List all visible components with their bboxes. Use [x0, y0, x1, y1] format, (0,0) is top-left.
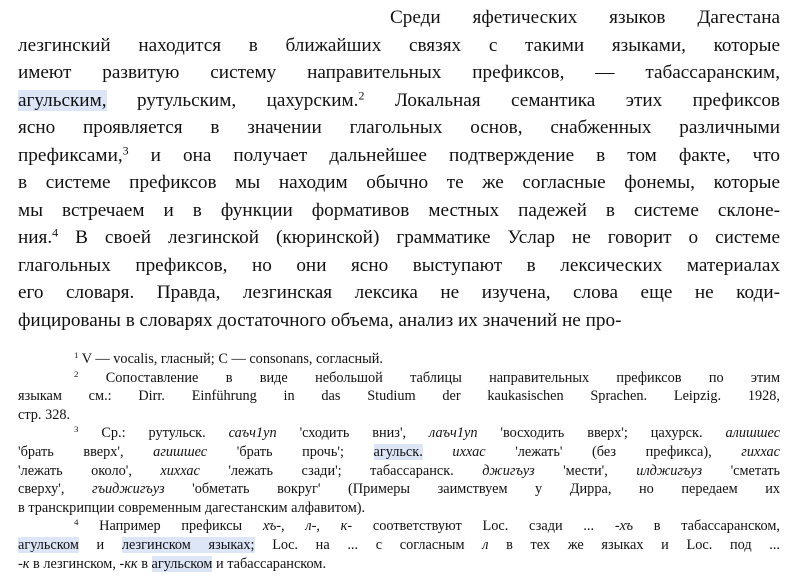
highlighted-word: агульском [151, 555, 213, 572]
highlighted-word: агульским, [18, 89, 107, 111]
footnote-3-line-4 [18, 480, 780, 499]
gloss: 'брать вверх', [18, 443, 124, 460]
example-word: лаъч1уп [429, 425, 478, 442]
footnote-2-line-3: стр. 328. [18, 406, 71, 423]
text-line-7: в системе префиксов мы находим обычно те же согласные фонемы, которые [18, 172, 780, 193]
example-word: -кк [119, 555, 138, 572]
text-line-10: глагольных префиксов, но они ясно выступают в лексических материалах [18, 254, 780, 276]
text-line-9: ния.$^4$ В своей лезгинской (кюринской) грамматике Услар не говорит о системе [18, 225, 780, 248]
text-line-1: Среди яфетических языков Дагестана [390, 7, 780, 28]
footnote-text: Сопоставление в виде небольшой таблицы направительных префиксов по этим [105, 369, 781, 386]
footnote-ref-2[interactable]: 2 [358, 87, 365, 102]
fn-text: соответствуют Loc. сзади ... [372, 518, 595, 535]
footnote-ref-4[interactable]: 4 [52, 225, 59, 240]
main-text [18, 4, 780, 334]
footnote-number: 4 [74, 517, 79, 528]
gloss: 'лежать около', [18, 462, 132, 479]
example-word: иххас [452, 443, 486, 460]
footnote-4-line-2 [18, 536, 780, 555]
text-line-11: его словаря. Правда, лезгинская лексика не изучена, слова еще не коди- [18, 282, 780, 303]
fn-text: Ср.: рутульск. [101, 425, 206, 442]
example-word: хъ-, л-, к- [262, 518, 353, 535]
footnote-2-line-2: языкам см.: Dirr. Einführung in das Studium der kaukasischen Sprachen. Leipzig. 1928, [18, 388, 780, 405]
gloss: 'сходить вниз', [299, 425, 407, 442]
fn-text: и [96, 536, 105, 553]
footnote-3-line-5: в транскрипции современным дагестанским алфавитом). [18, 499, 366, 516]
gloss: 'лежать сзади'; табассаранск. [228, 462, 454, 479]
footnote-2-line-1 [18, 369, 780, 388]
gloss: 'мести', [563, 462, 608, 479]
footnote-number: 3 [74, 424, 79, 435]
fn-text: в [141, 555, 148, 572]
text-line-3: имеют развитую систему направительных префиксов, — табассаранским, [18, 62, 780, 83]
gloss: 'лежать' (без префикса), [515, 443, 712, 460]
example-word: алишшес [725, 425, 781, 442]
text-line-8: мы встречаем и в функции формативов местных падежей в системе склоне- [18, 199, 780, 221]
text-line-12: фицированы в словарях достаточного объема, анализ их значений не про- [18, 309, 622, 331]
fn-text: в тех же языках и Loc. под ... [506, 536, 780, 553]
example-word: гъиджигъуз [92, 481, 165, 498]
fn-text: в табассаранском, [653, 518, 781, 535]
example-word: гиххас [741, 443, 781, 460]
footnote-4-line-3 [18, 555, 780, 574]
example-word: хиххас [160, 462, 200, 479]
text-line-5: ясно проявляется в значении глагольных основ, снабженных различными [18, 117, 780, 138]
footnote-number: 1 [74, 350, 79, 361]
footnotes [18, 350, 780, 573]
footnote-3-line-2 [18, 443, 780, 462]
footnote-ref-3[interactable]: 3 [122, 142, 129, 157]
text-line-6: префиксами,$^3$ и она получает дальнейшее подтверждение в том факте, что [18, 142, 780, 166]
fn-text: Например префиксы [99, 518, 243, 535]
example-word: агишшес [153, 443, 208, 460]
fn-text: и табассаранском. [215, 555, 327, 572]
text-line-4: агульским, рутульским, цахурским.$^2$ Локальная семантика этих префиксов [18, 87, 780, 111]
gloss: сверху', [18, 481, 65, 498]
example-word: л [482, 536, 489, 553]
highlighted-word: лезгинском языках; [121, 536, 255, 553]
example-word: -к [18, 555, 30, 572]
footnote-number: 2 [74, 368, 79, 379]
fn-text: Loc. на ... с согласным [272, 536, 465, 553]
text-line-2: лезгинский находится в ближайших связях с такими языками, которые [18, 34, 780, 56]
example-word: -хъ [614, 518, 633, 535]
footnote-1 [18, 350, 780, 369]
fn-text: в лезгинском, [33, 555, 116, 572]
gloss: 'сметать [730, 462, 781, 479]
highlighted-word: агульск. [373, 443, 423, 460]
example-word: джигъуз [482, 462, 535, 479]
footnote-3-line-3 [18, 462, 780, 481]
footnote-3-line-1 [18, 424, 780, 443]
highlighted-word: агульском [18, 536, 79, 553]
gloss: 'брать прочь'; [236, 443, 344, 460]
footnote-text: V — vocalis, гласный; C — consonans, согласный. [81, 351, 383, 367]
gloss: 'обметать вокруг' (Примеры заимствуем у Дирра, но передаем их [192, 481, 781, 498]
gloss: 'восходить вверх'; цахурск. [500, 425, 703, 442]
footnote-4-line-1 [18, 517, 780, 536]
example-word: саъч1уп [228, 425, 277, 442]
example-word: илджигъуз [636, 462, 703, 479]
